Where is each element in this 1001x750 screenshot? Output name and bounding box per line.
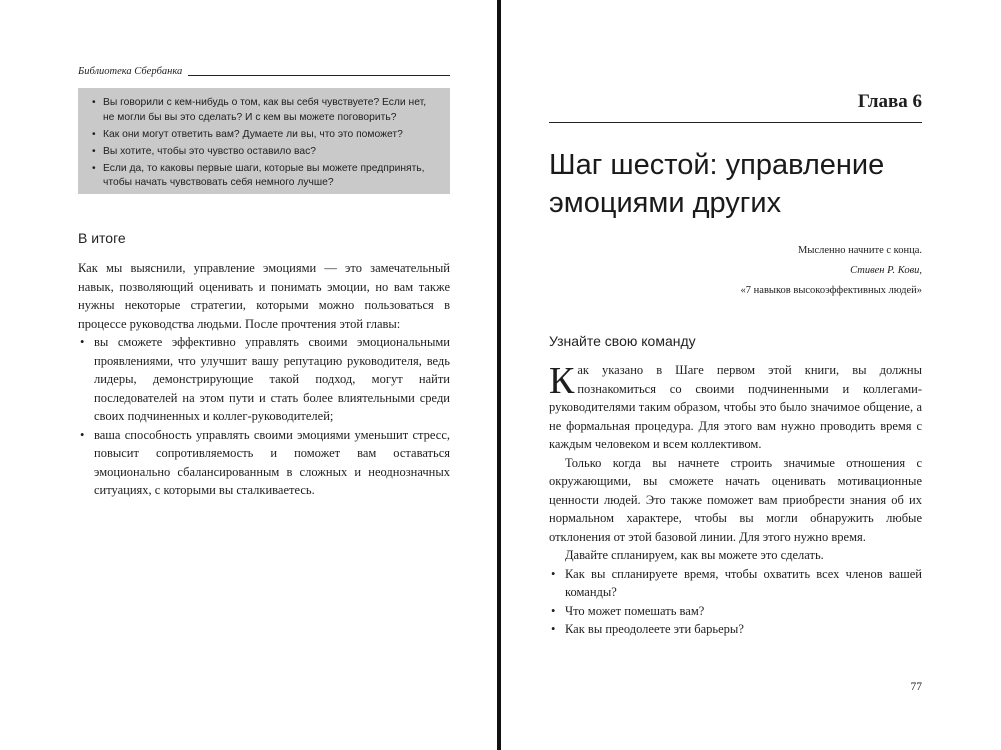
section-heading: Узнайте свою команду <box>549 333 696 349</box>
running-head <box>78 66 450 78</box>
running-head-rule <box>188 75 450 76</box>
running-head-text: Библиотека Сбербанка <box>78 66 183 77</box>
planning-question: • Что может помешать вам? <box>549 602 922 621</box>
questions-list <box>92 96 436 191</box>
drop-cap: К <box>549 360 575 402</box>
summary-intro: Как мы выяснили, управление эмоциями — это замечательный навык, позволяющий оценивать и понимать эмоции, но вам также нужны некоторые стратегии, которыми можно пользоваться в процессе руководства людьми. После прочтения этой главы: <box>78 261 450 331</box>
chapter-body <box>549 361 922 639</box>
summary-heading: В итоге <box>78 230 126 246</box>
paragraph-1-text: ак указано в Шаге первом этой книги, вы должны познакомиться со своими подчиненными и коллегами-руководителями таким образом, чтобы это было значимое общение, а не формальная процедура. Для этого вам нужно проводить время с каждым человеком и всем коллективом. <box>549 363 922 451</box>
question-item: • Как они могут ответить вам? Думаете ли вы, что это поможет? <box>92 128 436 143</box>
chapter-rule <box>549 122 922 123</box>
planning-questions-list <box>549 565 922 639</box>
question-item: • Вы хотите, чтобы это чувство оставило вас? <box>92 145 436 160</box>
summary-body <box>78 259 450 500</box>
epigraph-author: Стивен Р. Кови, <box>850 265 922 276</box>
question-item: • Если да, то каковы первые шаги, которые вы можете предпринять, чтобы начать чувствовать себя немного лучше? <box>92 162 436 191</box>
planning-question: • Как вы спланируете время, чтобы охватить всех членов вашей команды? <box>549 565 922 602</box>
summary-list <box>78 333 450 500</box>
page-number: 77 <box>910 681 922 693</box>
chapter-label: Глава 6 <box>857 91 922 112</box>
paragraph-3: Давайте спланируем, как вы можете это сделать. <box>565 548 824 562</box>
reflection-questions-box <box>78 88 450 194</box>
epigraph <box>549 241 922 301</box>
epigraph-source: «7 навыков высокоэффективных людей» <box>740 285 922 296</box>
summary-bullet: • ваша способность управлять своими эмоциями уменьшит стресс, повысит сопротивляемость и поможет вам оставаться эмоционально сбалансированным в сложных и неоднозначных ситуациях, с которыми вы сталкиваетесь. <box>78 426 450 500</box>
planning-question: • Как вы преодолеете эти барьеры? <box>549 620 922 639</box>
question-item: • Вы говорили с кем-нибудь о том, как вы себя чувствуете? Если нет, не могли бы вы это сделать? И с кем вы можете поговорить? <box>92 96 436 125</box>
left-page <box>0 0 497 750</box>
chapter-title: Шаг шестой: управление эмоциями других <box>549 149 885 219</box>
paragraph-1 <box>549 361 922 454</box>
paragraph-2: Только когда вы начнете строить значимые отношения с окружающими, вы сможете начать оценивать мотивационные ценности людей. Это также поможет вам приобрести знания об их нормальном характере, чтобы вы могли обнаружить любые отклонения от этой базовой линии. Для этого нужно время. <box>549 455 922 544</box>
summary-bullet: • вы сможете эффективно управлять своими эмоциональными проявлениями, что улучшит вашу репутацию руководителя, ведь лидеры, демонстрирующие такой подход, могут найти последователей на этом пути и стать более влиятельными среди своих подчиненных и коллег-руководителей; <box>78 333 450 426</box>
epigraph-quote: Мысленно начните с конца. <box>798 245 922 256</box>
